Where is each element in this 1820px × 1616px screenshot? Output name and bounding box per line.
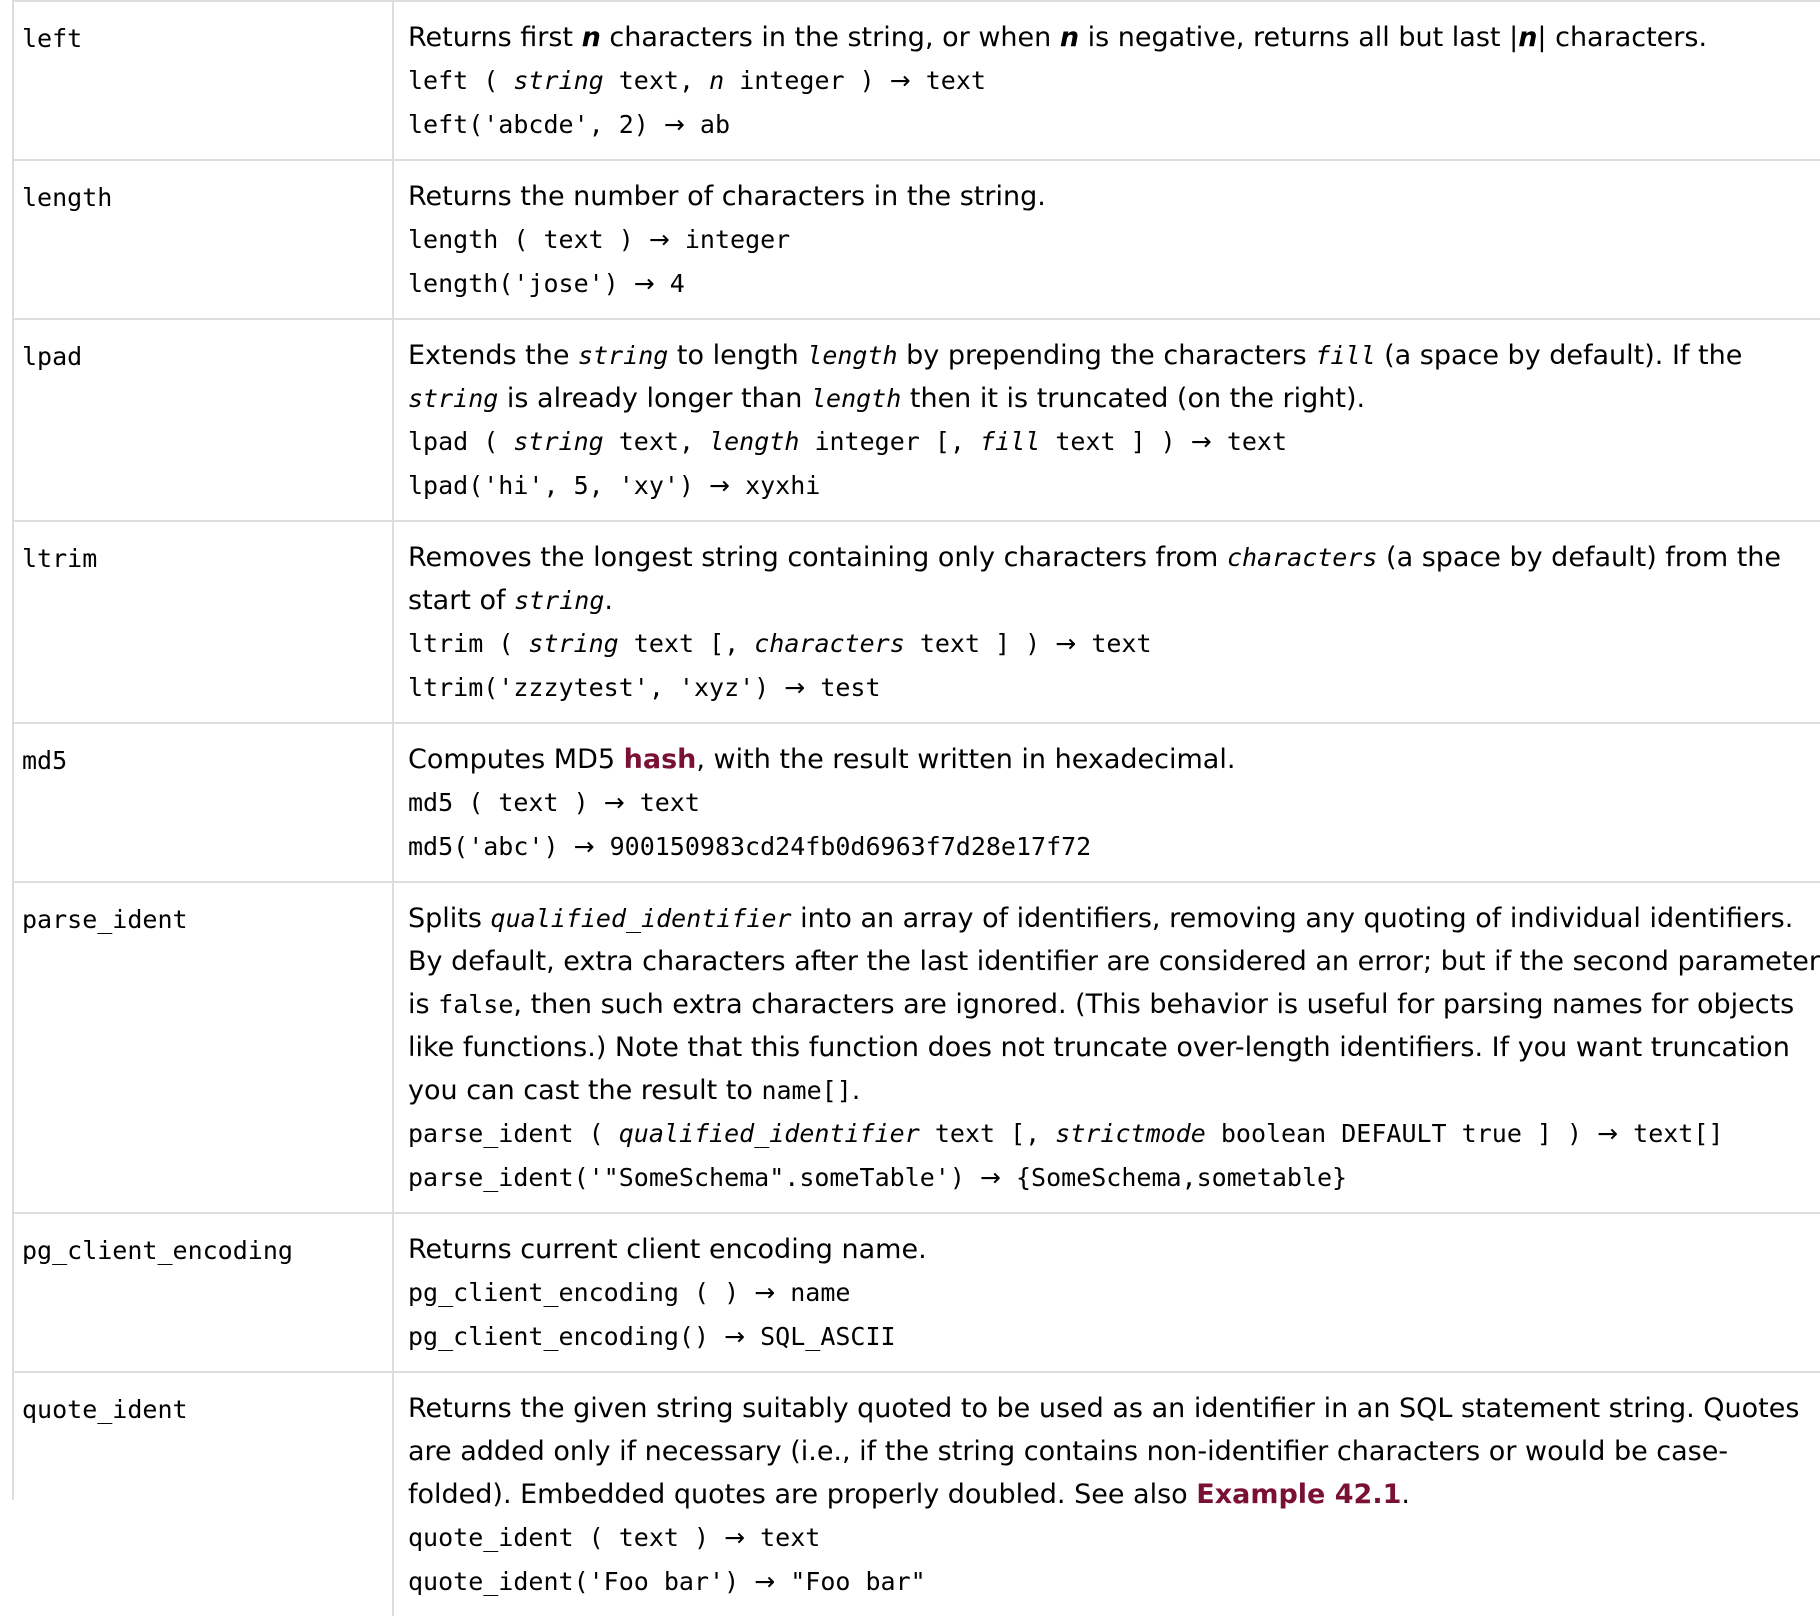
returns-arrow-icon: → bbox=[979, 1163, 1001, 1192]
returns-arrow-icon: → bbox=[754, 1278, 776, 1307]
table-row bbox=[12, 1213, 1820, 1372]
function-description: Splits qualified_identifier into an array of identifiers, removing any quoting of individual identifiers. By default, extra characters after the last identifier are considered an error; but if the second parameter is false, then such extra characters are ignored. (This behavior is useful for parsing names for objects like functions.) Note that this function does not truncate over-length identifiers. If you want truncation you can cast the result to name[]. bbox=[408, 903, 1820, 1106]
table-row bbox=[12, 319, 1820, 521]
function-signature: length ( text ) → integer bbox=[408, 225, 791, 254]
function-description-cell bbox=[393, 1213, 1820, 1372]
function-signature: pg_client_encoding ( ) → name bbox=[408, 1278, 851, 1307]
table-row bbox=[12, 160, 1820, 319]
function-name: length bbox=[12, 160, 393, 319]
returns-arrow-icon: → bbox=[1597, 1119, 1619, 1148]
function-name: lpad bbox=[12, 319, 393, 521]
returns-arrow-icon: → bbox=[648, 225, 670, 254]
function-description: Returns the given string suitably quoted to be used as an identifier in an SQL statement string. Quotes are added only if necessary (i.e., if the string contains non-identifier characters or would be case-folded). Embedded quotes are properly doubled. See also Example 42.1. bbox=[408, 1393, 1800, 1510]
function-description: Returns the number of characters in the string. bbox=[408, 181, 1046, 212]
function-example: quote_ident('Foo bar') → "Foo bar" bbox=[408, 1567, 926, 1596]
returns-arrow-icon: → bbox=[754, 1567, 776, 1596]
returns-arrow-icon: → bbox=[663, 110, 685, 139]
function-description-cell bbox=[393, 319, 1820, 521]
function-description: Removes the longest string containing only characters from characters (a space by default) from the start of string. bbox=[408, 542, 1782, 616]
function-name: left bbox=[12, 1, 393, 160]
returns-arrow-icon: → bbox=[709, 471, 730, 500]
function-name: pg_client_encoding bbox=[12, 1213, 393, 1372]
function-description: Returns first n characters in the string, or when n is negative, returns all but last |n| characters. bbox=[408, 22, 1708, 53]
function-signature: left ( string text, n integer ) → text bbox=[408, 66, 986, 95]
function-name: parse_ident bbox=[12, 882, 393, 1213]
function-description: Computes MD5 hash, with the result written in hexadecimal. bbox=[408, 744, 1236, 775]
table-row bbox=[12, 1, 1820, 160]
function-signature: parse_ident ( qualified_identifier text [, strictmode boolean DEFAULT true ] ) → text[] bbox=[408, 1119, 1724, 1148]
returns-arrow-icon: → bbox=[1055, 629, 1077, 658]
example-42-1-link[interactable]: Example 42.1 bbox=[1196, 1479, 1402, 1510]
returns-arrow-icon: → bbox=[603, 788, 625, 817]
function-description-cell bbox=[393, 723, 1820, 882]
function-signature: lpad ( string text, length integer [, fill text ] ) → text bbox=[408, 427, 1288, 456]
function-description-cell bbox=[393, 1, 1820, 160]
function-name: quote_ident bbox=[12, 1372, 393, 1616]
function-name: md5 bbox=[12, 723, 393, 882]
function-example: lpad('hi', 5, 'xy') → xyxhi bbox=[408, 471, 821, 500]
function-example: ltrim('zzzytest', 'xyz') → test bbox=[408, 673, 881, 702]
returns-arrow-icon: → bbox=[724, 1322, 746, 1351]
function-signature: ltrim ( string text [, characters text ] ) → text bbox=[408, 629, 1152, 658]
table-row bbox=[12, 1372, 1820, 1616]
function-description: Extends the string to length length by prepending the characters fill (a space by default). If the string is already longer than length then it is truncated (on the right). bbox=[408, 340, 1743, 414]
function-signature: md5 ( text ) → text bbox=[408, 788, 700, 817]
table-row bbox=[12, 521, 1820, 723]
returns-arrow-icon: → bbox=[633, 269, 655, 298]
function-description: Returns current client encoding name. bbox=[408, 1234, 927, 1265]
table-row bbox=[12, 882, 1820, 1213]
returns-arrow-icon: → bbox=[784, 673, 806, 702]
function-description-cell bbox=[393, 1372, 1820, 1616]
function-description-cell bbox=[393, 882, 1820, 1213]
function-example: pg_client_encoding() → SQL_ASCII bbox=[408, 1322, 896, 1351]
returns-arrow-icon: → bbox=[724, 1523, 746, 1552]
function-description-cell bbox=[393, 160, 1820, 319]
function-example: parse_ident('"SomeSchema".someTable') → {SomeSchema,sometable} bbox=[408, 1163, 1348, 1192]
function-example: md5('abc') → 900150983cd24fb0d6963f7d28e17f72 bbox=[408, 832, 1092, 861]
function-signature: quote_ident ( text ) → text bbox=[408, 1523, 821, 1552]
table-row bbox=[12, 723, 1820, 882]
returns-arrow-icon: → bbox=[889, 66, 911, 95]
returns-arrow-icon: → bbox=[573, 832, 595, 861]
string-functions-table bbox=[12, 0, 1820, 1616]
returns-arrow-icon: → bbox=[1190, 427, 1212, 456]
function-example: left('abcde', 2) → ab bbox=[408, 110, 731, 139]
function-description-cell bbox=[393, 521, 1820, 723]
hash-link[interactable]: hash bbox=[623, 744, 697, 775]
function-example: length('jose') → 4 bbox=[408, 269, 685, 298]
function-name: ltrim bbox=[12, 521, 393, 723]
